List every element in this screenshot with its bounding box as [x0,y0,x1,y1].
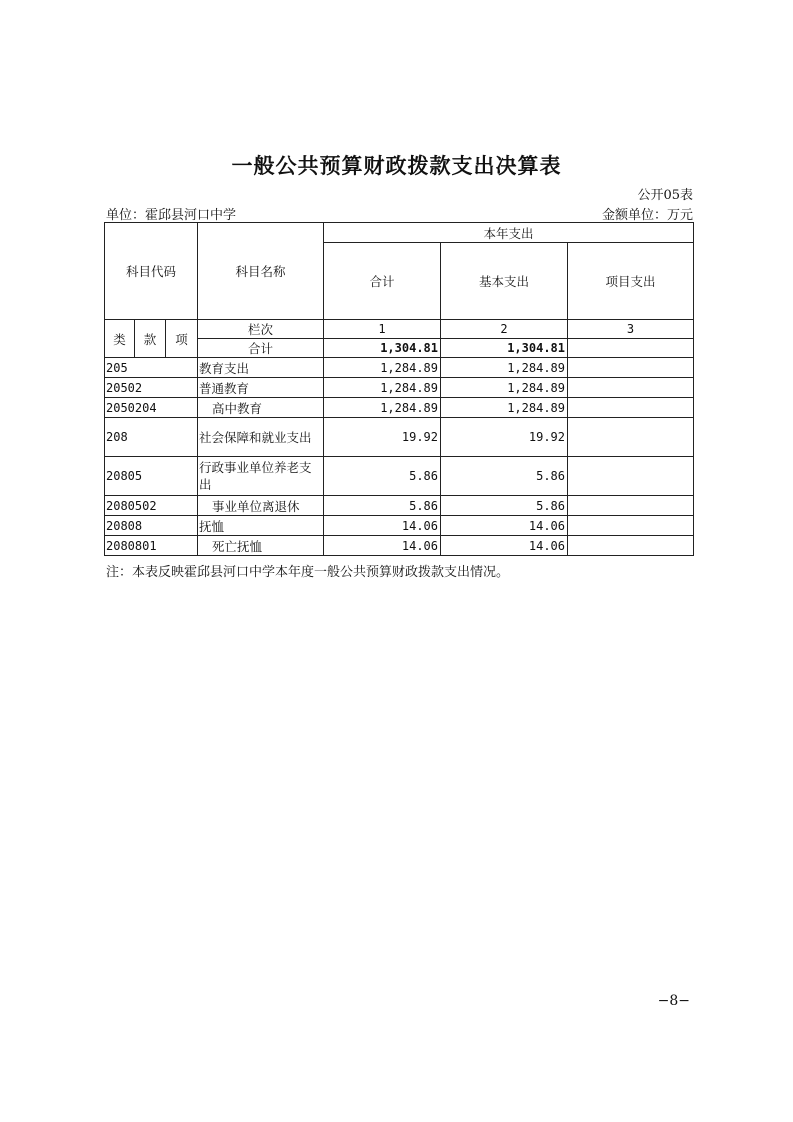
row-code: 208 [105,418,198,457]
row-project [568,358,694,378]
row-name: 教育支出 [198,358,324,378]
header-lei: 类 [105,320,135,358]
row-basic: 1,284.89 [441,398,568,418]
row-name: 事业单位离退休 [198,496,324,516]
row-project [568,398,694,418]
row-project [568,536,694,556]
sum-total: 1,304.81 [324,339,441,358]
row-total: 1,284.89 [324,378,441,398]
row-code: 20502 [105,378,198,398]
row-total: 14.06 [324,536,441,556]
table-row [105,378,694,398]
row-code: 2080801 [105,536,198,556]
table-row [105,457,694,496]
header-name: 科目名称 [198,223,324,320]
row-code: 2050204 [105,398,198,418]
row-name: 高中教育 [198,398,324,418]
row-name: 普通教育 [198,378,324,398]
header-kuan: 款 [135,320,166,358]
header-current-year: 本年支出 [324,223,694,243]
form-number: 公开05表 [637,188,693,203]
row-project [568,378,694,398]
row-name: 抚恤 [198,516,324,536]
expenditure-table [104,222,694,556]
header-basic: 基本支出 [441,243,568,320]
page-number: −8− [657,993,690,1009]
row-basic: 14.06 [441,516,568,536]
sum-basic: 1,304.81 [441,339,568,358]
sum-project [568,339,694,358]
header-code: 科目代码 [105,223,198,320]
row-basic: 1,284.89 [441,378,568,398]
row-project [568,457,694,496]
row-code: 2080502 [105,496,198,516]
row-code: 205 [105,358,198,378]
sum-label: 合计 [198,339,324,358]
row-basic: 19.92 [441,418,568,457]
row-total: 19.92 [324,418,441,457]
header-project: 项目支出 [568,243,694,320]
amount-unit-label: 金额单位：万元 [601,208,693,223]
row-code: 20808 [105,516,198,536]
column-index-label: 栏次 [198,320,324,339]
row-project [568,496,694,516]
row-total: 5.86 [324,457,441,496]
table-row [105,418,694,457]
column-index-3: 3 [568,320,694,339]
table-row [105,496,694,516]
table-row [105,536,694,556]
row-total: 14.06 [324,516,441,536]
row-name: 行政事业单位养老支出 [198,457,324,496]
table-row [105,358,694,378]
row-basic: 5.86 [441,496,568,516]
column-index-2: 2 [441,320,568,339]
row-total: 5.86 [324,496,441,516]
row-code: 20805 [105,457,198,496]
row-total: 1,284.89 [324,358,441,378]
row-name: 社会保障和就业支出 [198,418,324,457]
header-total: 合计 [324,243,441,320]
row-project [568,418,694,457]
header-xiang: 项 [166,320,198,358]
row-project [568,516,694,536]
page-title: 一般公共预算财政拨款支出决算表 [231,154,562,178]
table-note: 注：本表反映霍邱县河口中学本年度一般公共预算财政拨款支出情况。 [106,565,510,580]
row-basic: 14.06 [441,536,568,556]
table-row [105,398,694,418]
table-row [105,516,694,536]
row-basic: 1,284.89 [441,358,568,378]
row-basic: 5.86 [441,457,568,496]
row-total: 1,284.89 [324,398,441,418]
unit-label: 单位：霍邱县河口中学 [106,208,237,223]
row-name: 死亡抚恤 [198,536,324,556]
column-index-1: 1 [324,320,441,339]
